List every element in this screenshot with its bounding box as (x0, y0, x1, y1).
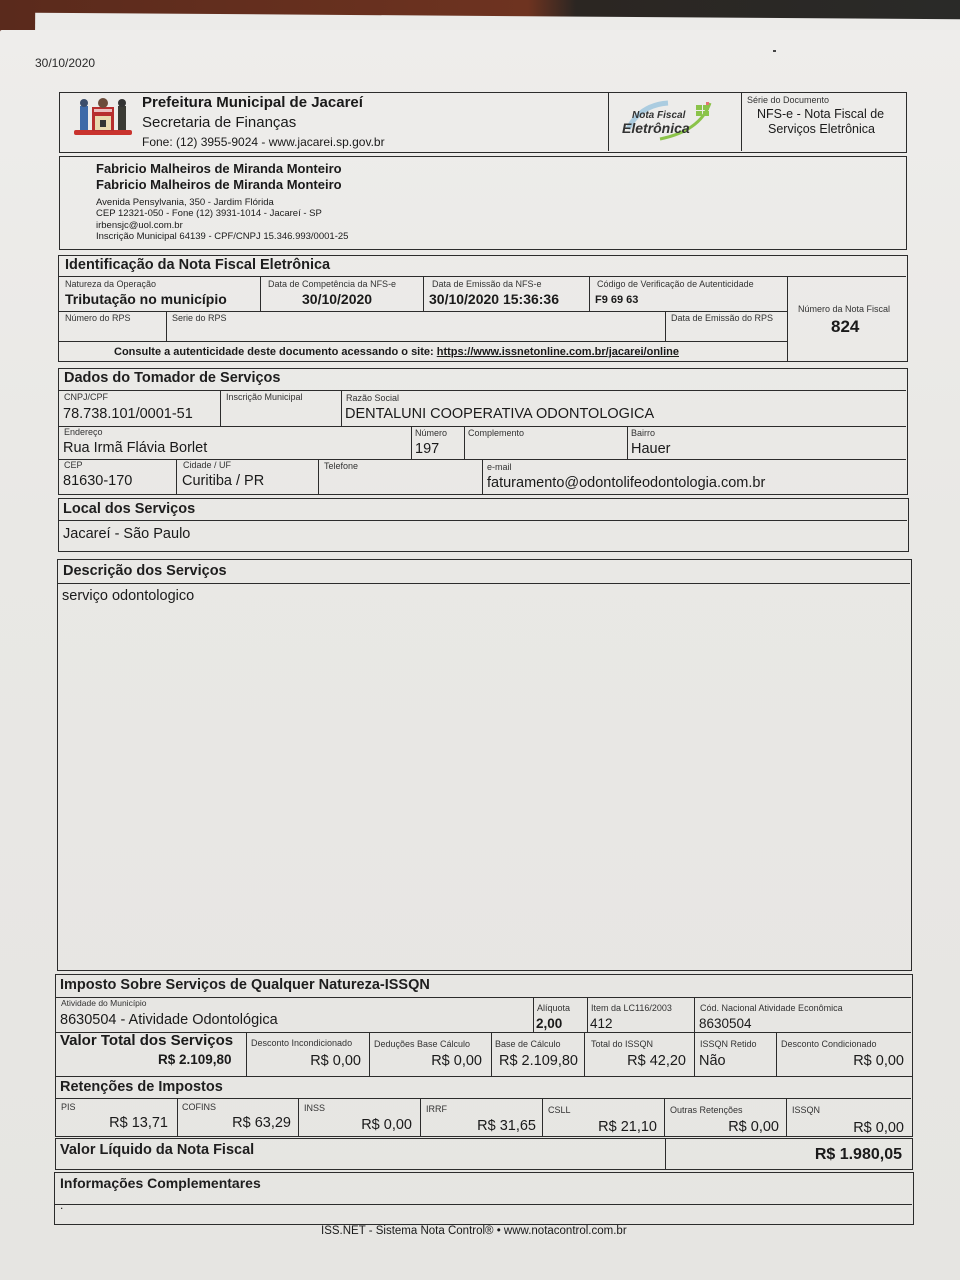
consulte-text (114, 346, 679, 358)
rps-serie-label: Serie do RPS (172, 313, 227, 323)
serie-value-line2: Serviços Eletrônica (768, 122, 875, 136)
divider (787, 276, 788, 361)
rps-numero-label: Número do RPS (65, 313, 131, 323)
razao-label: Razão Social (346, 393, 400, 403)
atividade-label: Atividade do Município (61, 998, 147, 1008)
divider (776, 1032, 777, 1076)
retencao-irrf-label: IRRF (426, 1104, 447, 1114)
cnpj-label: CNPJ/CPF (64, 392, 109, 402)
divider (694, 1032, 695, 1076)
total-issqn-label: Total do ISSQN (591, 1039, 654, 1049)
divider (56, 1098, 911, 1099)
item-lc-value: 412 (590, 1016, 613, 1031)
paper-mark (773, 50, 776, 52)
divider (166, 311, 167, 341)
email-tomador-label: e-mail (487, 462, 512, 472)
issqn-title: Imposto Sobre Serviços de Qualquer Natureza-ISSQN (60, 977, 430, 993)
deducoes-label: Deduções Base Cálculo (374, 1039, 471, 1049)
emissao-value: 30/10/2020 15:36:36 (429, 291, 559, 307)
divider (533, 997, 534, 1032)
valor-total-value: R$ 2.109,80 (158, 1052, 232, 1067)
divider (246, 1032, 247, 1076)
divider (664, 1098, 665, 1136)
descricao-title: Descrição dos Serviços (63, 563, 227, 579)
cep-label: CEP (64, 460, 83, 470)
informacoes-value: . (60, 1198, 64, 1212)
informacoes-title: Informações Complementares (60, 1175, 261, 1191)
print-date: 30/10/2020 (35, 56, 96, 70)
desconto-cond-label: Desconto Condicionado (781, 1039, 877, 1049)
codigo-label: Código de Verificação de Autenticidade (597, 279, 754, 289)
local-title: Local dos Serviços (63, 501, 196, 517)
numero-nota-label: Número da Nota Fiscal (798, 304, 891, 314)
divider (694, 997, 695, 1032)
retencao-pis-label: PIS (61, 1102, 76, 1112)
bairro-label: Bairro (631, 428, 656, 438)
coat-of-arms-logo (70, 94, 136, 148)
divider (665, 1139, 666, 1169)
divider (59, 390, 906, 391)
numero-tomador-value: 197 (415, 441, 440, 457)
divider (59, 276, 906, 277)
logo-text-bottom: Eletrônica (622, 120, 690, 136)
divider (482, 459, 483, 494)
cnae-label: Cód. Nacional Atividade Econômica (700, 1003, 843, 1013)
divider (411, 426, 412, 459)
natureza-label: Natureza da Operação (65, 279, 157, 289)
prestador-trade-name: Fabricio Malheiros de Miranda Monteiro (96, 177, 342, 192)
divider (741, 93, 742, 151)
retencao-inss-label: INSS (304, 1103, 326, 1113)
issqn-retido-value: Não (699, 1053, 726, 1069)
serie-value-line1: NFS-e - Nota Fiscal de (757, 107, 885, 121)
total-issqn-value: R$ 42,20 (627, 1053, 686, 1069)
secretaria-subtitle: Secretaria de Finanças (142, 114, 297, 131)
divider (55, 1204, 912, 1205)
aliquota-label: Alíquota (537, 1003, 571, 1013)
cep-value: 81630-170 (63, 473, 133, 489)
valor-total-label: Valor Total dos Serviços (60, 1032, 234, 1049)
retencao-irrf-value: R$ 31,65 (477, 1118, 536, 1134)
prestador-email: irbensjc@uol.com.br (96, 220, 183, 231)
divider (59, 520, 907, 521)
competencia-label: Data de Competência da NFS-e (268, 279, 397, 289)
divider (665, 311, 666, 341)
divider (420, 1098, 421, 1136)
email-tomador-value: faturamento@odontolifeodontologia.com.br (487, 475, 766, 491)
divider (59, 341, 787, 342)
retencao-csll-label: CSLL (548, 1105, 571, 1115)
codigo-value: F9 69 63 (595, 294, 639, 306)
retencao-issqn-label: ISSQN (792, 1105, 821, 1115)
divider (464, 426, 465, 459)
identificacao-title: Identificação da Nota Fiscal Eletrônica (65, 257, 331, 273)
atividade-value: 8630504 - Atividade Odontológica (60, 1012, 278, 1028)
divider (59, 311, 787, 312)
bairro-value: Hauer (631, 441, 671, 457)
nota-fiscal-eletronica-logo (620, 99, 720, 143)
endereco-value: Rua Irmã Flávia Borlet (63, 440, 208, 456)
divider (542, 1098, 543, 1136)
desconto-incond-label: Desconto Incondicionado (251, 1038, 353, 1048)
divider (786, 1098, 787, 1136)
divider (220, 390, 221, 426)
divider (627, 426, 628, 459)
deducoes-value: R$ 0,00 (431, 1053, 482, 1069)
retencao-outras-value: R$ 0,00 (728, 1119, 779, 1135)
liquido-value: R$ 1.980,05 (814, 1146, 902, 1163)
consulte-link[interactable]: https://www.issnetonline.com.br/jacarei/online (436, 346, 679, 358)
tomador-title: Dados do Tomador de Serviços (64, 370, 281, 386)
endereco-label: Endereço (64, 427, 103, 437)
divider (298, 1098, 299, 1136)
numero-nota-value: 824 (831, 317, 860, 336)
divider (589, 276, 590, 311)
divider (177, 1098, 178, 1136)
prestador-inscricao: Inscrição Municipal 64139 - CPF/CNPJ 15.346.993/0001-25 (96, 231, 349, 242)
cnae-value: 8630504 (699, 1016, 752, 1031)
prefeitura-title: Prefeitura Municipal de Jacareí (142, 94, 363, 111)
inscricao-tomador-label: Inscrição Municipal (226, 392, 303, 402)
divider (58, 583, 910, 584)
retencao-outras-label: Outras Retenções (670, 1105, 743, 1115)
divider (341, 390, 342, 426)
razao-value: DENTALUNI COOPERATIVA ODONTOLOGICA (345, 406, 655, 422)
consulte-label: Consulte a autenticidade deste documento acessando o site: (114, 346, 434, 358)
issqn-retido-label: ISSQN Retido (700, 1039, 757, 1049)
prefeitura-contact: Fone: (12) 3955-9024 - www.jacarei.sp.gov.br (142, 135, 385, 149)
serie-label: Série do Documento (747, 95, 830, 105)
retencao-pis-value: R$ 13,71 (109, 1115, 168, 1131)
retencao-inss-value: R$ 0,00 (361, 1117, 412, 1133)
local-value: Jacareí - São Paulo (63, 526, 191, 542)
rps-data-label: Data de Emissão do RPS (671, 313, 774, 323)
numero-tomador-label: Número (415, 428, 448, 438)
divider (423, 276, 424, 311)
prestador-cep-phone: CEP 12321-050 - Fone (12) 3931-1014 - Jacareí - SP (96, 208, 322, 219)
descricao-value: serviço odontologico (62, 588, 195, 604)
divider (176, 459, 177, 494)
competencia-value: 30/10/2020 (302, 291, 373, 307)
cnpj-value: 78.738.101/0001-51 (63, 406, 193, 422)
divider (584, 1032, 585, 1076)
footer-text: ISS.NET - Sistema Nota Control® • www.notacontrol.com.br (321, 1225, 627, 1237)
telefone-label: Telefone (324, 461, 359, 471)
cidade-value: Curitiba / PR (182, 473, 265, 489)
logo-text-top: Nota Fiscal (632, 110, 686, 121)
divider (369, 1032, 370, 1076)
divider (318, 459, 319, 494)
descricao-box (57, 559, 912, 971)
base-calculo-label: Base de Cálculo (495, 1039, 561, 1049)
retencoes-cofins-value: R$ 63,29 (232, 1115, 291, 1131)
aliquota-value: 2,00 (536, 1016, 563, 1031)
retencoes-title: Retenções de Impostos (60, 1079, 223, 1095)
retencao-cofins-label: COFINS (182, 1102, 217, 1112)
desconto-incond-value: R$ 0,00 (310, 1053, 361, 1069)
cidade-label: Cidade / UF (183, 460, 232, 470)
complemento-label: Complemento (468, 428, 525, 438)
divider (608, 93, 609, 151)
divider (56, 997, 911, 998)
retencao-csll-value: R$ 21,10 (598, 1119, 657, 1135)
desconto-cond-value: R$ 0,00 (853, 1053, 904, 1069)
liquido-title: Valor Líquido da Nota Fiscal (60, 1142, 255, 1158)
emissao-label: Data de Emissão da NFS-e (432, 279, 542, 289)
base-calculo-value: R$ 2.109,80 (498, 1053, 578, 1069)
divider (59, 426, 906, 427)
item-lc-label: Item da LC116/2003 (591, 1003, 672, 1013)
retencao-issqn-value: R$ 0,00 (853, 1120, 904, 1136)
natureza-value: Tributação no município (65, 291, 227, 307)
divider (260, 276, 261, 311)
divider (587, 997, 588, 1032)
prestador-name: Fabricio Malheiros de Miranda Monteiro (96, 161, 342, 176)
prestador-address: Avenida Pensylvania, 350 - Jardim Flórida (96, 197, 274, 208)
